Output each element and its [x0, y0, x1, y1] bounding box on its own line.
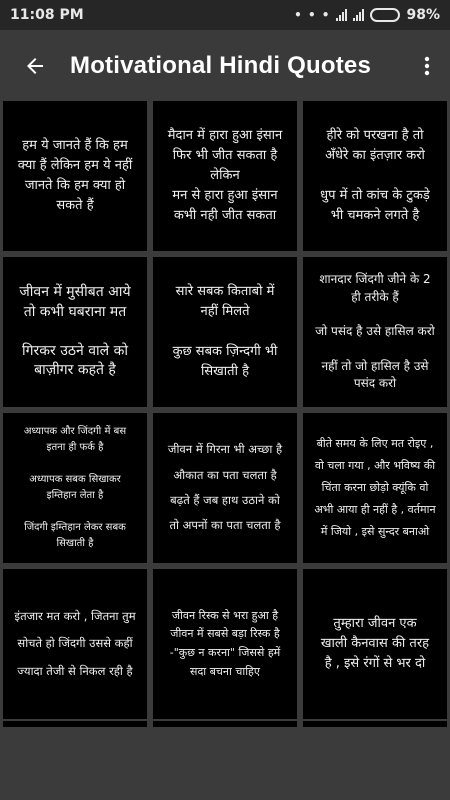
signal-icon-1 — [336, 9, 347, 21]
quote-text: जीवन रिस्क से भरा हुआ है जीवन में सबसे बड़ा रिस्क है -"कुछ न करना" जिससे हमें सदा बचना चाहिए — [169, 608, 281, 678]
quote-card[interactable] — [153, 569, 297, 719]
battery-icon — [370, 8, 400, 22]
next-row-card-edge — [153, 721, 297, 727]
status-bar — [0, 0, 450, 30]
quote-card[interactable] — [303, 413, 447, 563]
more-vert-icon — [415, 54, 439, 78]
quotes-grid — [3, 101, 447, 719]
next-row-card-edge — [3, 721, 147, 727]
page-title: Motivational Hindi Quotes — [70, 52, 372, 79]
quote-card[interactable] — [303, 569, 447, 719]
quote-text: तुम्हारा जीवन एक खाली कैनवास की तरह है , इसे रंगों से भर दो — [320, 615, 430, 672]
quote-text: सारे सबक किताबो में नहीं मिलते कुछ सबक ज़िन्दगी भी सिखाती है — [172, 283, 278, 380]
overflow-menu-button[interactable] — [404, 30, 450, 102]
back-arrow-icon — [23, 54, 47, 78]
status-time: 11:08 PM — [10, 7, 84, 23]
next-row-card-edge — [303, 721, 447, 727]
quote-card[interactable] — [303, 257, 447, 407]
quote-card[interactable] — [153, 413, 297, 563]
app-bar — [0, 30, 450, 102]
back-button[interactable] — [0, 30, 70, 102]
quote-card[interactable] — [3, 413, 147, 563]
quote-text: हम ये जानते हैं कि हम क्या हैं लेकिन हम ये नहीं जानते कि हम क्या हो सकते हैं — [17, 137, 133, 214]
status-icons — [294, 7, 440, 23]
quote-card[interactable] — [3, 569, 147, 719]
quote-card[interactable] — [3, 101, 147, 251]
quote-text: हीरे को परखना है तो अँधेरे का इंतज़ार करो धुप में तो कांच के टुकड़े भी चमकने लगते है — [320, 127, 430, 224]
quote-card[interactable] — [3, 257, 147, 407]
quote-text: बीते समय के लिए मत रोइए , वो चला गया , और भविष्य की चिंता करना छोड़ो क्यूंकि वो अभी आया ही नहीं है , वर्तमान में जियो , इसे सुन्दर बनाओ — [314, 437, 436, 538]
quote-card[interactable] — [153, 101, 297, 251]
quote-text: मैदान में हारा हुआ इंसान फिर भी जीत सकता है लेकिन मन से हारा हुआ इंसान कभी नही जीत सकता — [167, 127, 283, 224]
quote-text: शानदार जिंदगी जीने के 2 ही तरीके हैं जो पसंद है उसे हासिल करो नहीं तो जो हासिल है उसे पसंद करो — [315, 272, 435, 391]
quote-text: अध्यापक और जिंदगी में बस इतना ही फर्क है अध्यापक सबक सिखाकर इम्तिहान लेता है जिंदगी इम्तिहान लेकर सबक सिखाती है — [23, 426, 127, 549]
quote-card[interactable] — [303, 101, 447, 251]
quote-text: जीवन में गिरना भी अच्छा है औकात का पता चलता है बढ़ते हैं जब हाथ उठाने को तो अपनों का पता चलता है — [167, 442, 283, 533]
battery-percent: 98% — [406, 7, 440, 23]
notification-dots-icon: • • • — [294, 8, 331, 22]
quote-text: इंतजार मत करो , जितना तुम सोचते हो जिंदगी उससे कहीं ज्यादा तेजी से निकल रही है — [14, 608, 136, 678]
quote-text: जीवन में मुसीबत आये तो कभी घबराना मत गिरकर उठने वाले को बाज़ीगर कहते है — [19, 284, 131, 379]
quote-card[interactable] — [153, 257, 297, 407]
signal-icon-2 — [353, 9, 364, 21]
